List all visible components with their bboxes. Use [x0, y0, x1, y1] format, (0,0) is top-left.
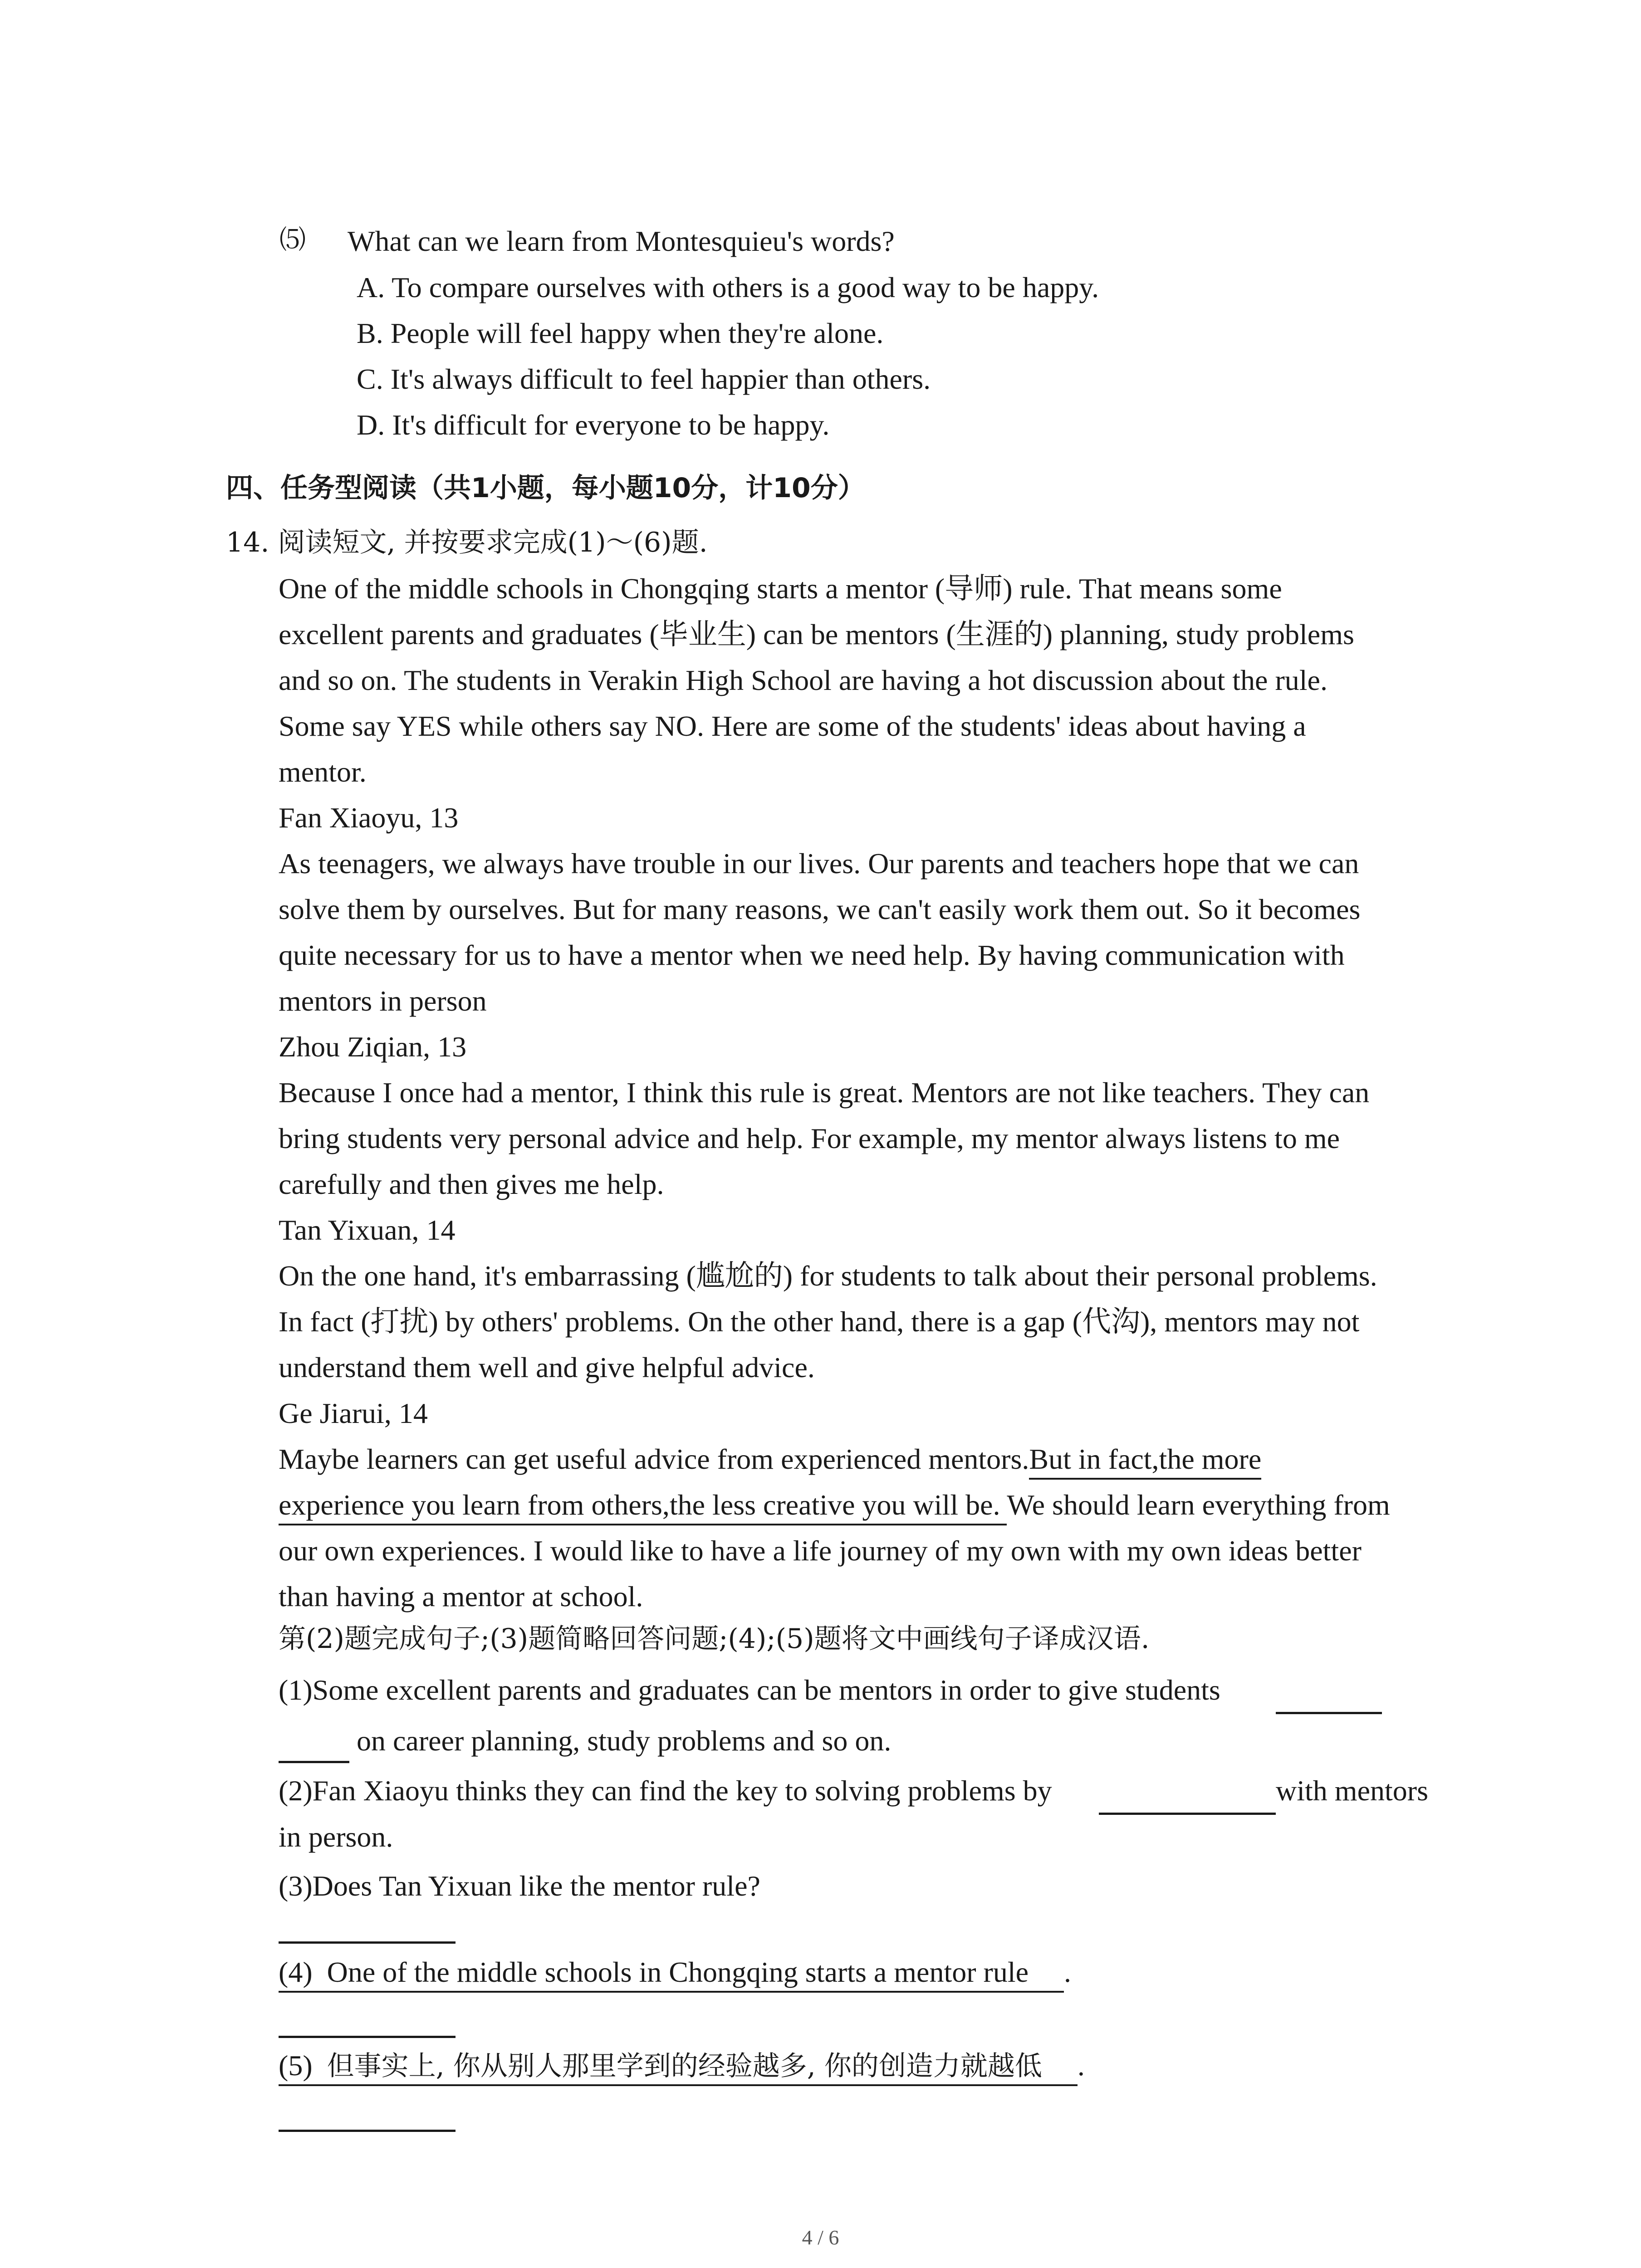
- passage-line: Some say YES while others say NO. Here are some of the students' ideas about having a: [279, 710, 1306, 742]
- sub-question-4: (4) One of the middle schools in Chongqing starts a mentor rule .: [279, 1958, 1071, 1987]
- sub-question-4-answer: One of the middle schools in Chongqing starts a mentor rule: [327, 1956, 1029, 1988]
- q5-option-b: B. People will feel happy when they're alone.: [357, 317, 884, 349]
- q5-option-d: D. It's difficult for everyone to be happy.: [357, 409, 830, 441]
- sub-question-5-label: (5) 但事实上, 你从别人那里学到的经验越多, 你的创造力就越低: [279, 2049, 1078, 2086]
- passage-text: We should learn everything from: [1007, 1489, 1390, 1521]
- passage-line: than having a mentor at school.: [279, 1580, 643, 1613]
- sub-question-2: (2)Fan Xiaoyu thinks they can find the key to solving problems by: [279, 1774, 1052, 1807]
- passage-line: As teenagers, we always have trouble in our lives. Our parents and teachers hope that we can: [279, 847, 1359, 880]
- answer-blank-2[interactable]: [1099, 1813, 1276, 1815]
- passage-line: carefully and then gives me help.: [279, 1168, 664, 1200]
- passage-line: In fact (打扰) by others' problems. On the other hand, there is a gap (代沟), mentors may not: [279, 1305, 1360, 1338]
- underlined-sentence: But in fact,the more: [1029, 1443, 1261, 1480]
- passage-line: solve them by ourselves. But for many reasons, we can't easily work them out. So it becomes: [279, 893, 1361, 925]
- sub-question-1: (1)Some excellent parents and graduates can be mentors in order to give students: [279, 1674, 1220, 1706]
- passage-line: On the one hand, it's embarrassing (尴尬的) for students to talk about their personal problems.: [279, 1260, 1377, 1292]
- passage-line: our own experiences. I would like to have a life journey of my own with my own ideas better: [279, 1535, 1362, 1567]
- sub-question-2-cont: in person.: [279, 1821, 393, 1853]
- passage-line: bring students very personal advice and help. For example, my mentor always listens to me: [279, 1122, 1340, 1154]
- sub-question-5: (5) 但事实上, 你从别人那里学到的经验越多, 你的创造力就越低 .: [279, 2051, 1085, 2080]
- q5-label: ⑸: [279, 225, 306, 254]
- passage-line: mentor.: [279, 756, 367, 788]
- speaker-name: Zhou Ziqian, 13: [279, 1031, 467, 1063]
- answer-blank-5[interactable]: [279, 2130, 456, 2132]
- sub-question-1-cont: on career planning, study problems and so on.: [357, 1725, 892, 1757]
- speaker-name: Fan Xiaoyu, 13: [279, 802, 459, 834]
- page-number: 4 / 6: [802, 2226, 839, 2249]
- q14-intro: 14. 阅读短文, 并按要求完成(1)～(6)题.: [226, 527, 708, 558]
- section-heading: 四、任务型阅读（共1小题，每小题10分，计10分）: [226, 472, 865, 504]
- sub-question-5-answer: 但事实上, 你从别人那里学到的经验越多, 你的创造力就越低: [327, 2050, 1042, 2082]
- passage-line: understand them well and give helpful advice.: [279, 1351, 815, 1383]
- speaker-name: Ge Jiarui, 14: [279, 1397, 428, 1429]
- passage-line: mentors in person: [279, 985, 487, 1017]
- q5-option-c: C. It's always difficult to feel happier than others.: [357, 363, 931, 395]
- passage-line: [279, 1491, 1390, 1520]
- underlined-sentence: experience you learn from others,the less creative you will be.: [279, 1489, 1007, 1525]
- sub-question-3: (3)Does Tan Yixuan like the mentor rule?: [279, 1870, 760, 1902]
- answer-blank-1b[interactable]: [279, 1761, 349, 1763]
- answer-blank-4[interactable]: [279, 2036, 456, 2038]
- instructions: 第(2)题完成句子;(3)题简略回答问题;(4);(5)题将文中画线句子译成汉语.: [279, 1623, 1150, 1655]
- speaker-name: Tan Yixuan, 14: [279, 1214, 456, 1246]
- passage-line: and so on. The students in Verakin High School are having a hot discussion about the rule.: [279, 664, 1327, 696]
- answer-blank-3[interactable]: [279, 1941, 456, 1944]
- passage-line: Because I once had a mentor, I think this rule is great. Mentors are not like teachers. They can: [279, 1076, 1370, 1109]
- q5-option-a: A. To compare ourselves with others is a good way to be happy.: [357, 271, 1099, 303]
- passage-line: quite necessary for us to have a mentor when we need help. By having communication with: [279, 939, 1345, 971]
- passage-line: One of the middle schools in Chongqing starts a mentor (导师) rule. That means some: [279, 572, 1282, 605]
- sub-question-4-label: (4) One of the middle schools in Chongqing starts a mentor rule: [279, 1956, 1064, 1993]
- q5-question: What can we learn from Montesquieu's words?: [348, 225, 895, 257]
- passage-line: [279, 1445, 1261, 1474]
- answer-blank-1a[interactable]: [1276, 1712, 1382, 1714]
- sub-question-2-tail: with mentors: [1276, 1774, 1428, 1807]
- passage-line: excellent parents and graduates (毕业生) can be mentors (生涯的) planning, study problems: [279, 618, 1354, 650]
- passage-text: Maybe learners can get useful advice from experienced mentors.: [279, 1443, 1029, 1475]
